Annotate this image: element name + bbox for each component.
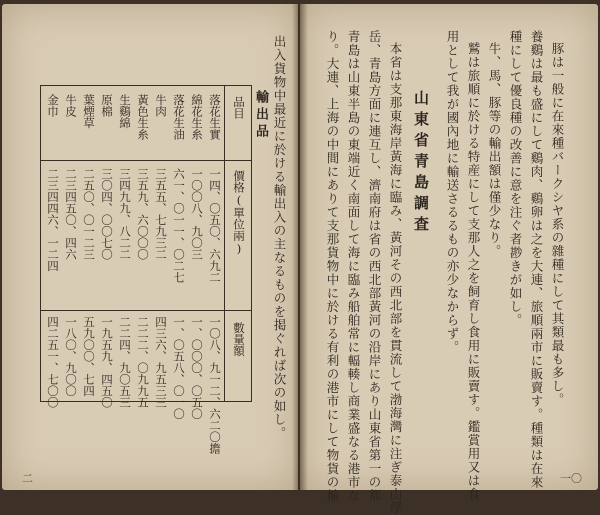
body-column: 青島は山東半島の東端近く南面して海に臨み船舶常に輻輳し商業盛なる港市な xyxy=(346,30,361,503)
header-value: 價格(單位兩) xyxy=(232,170,246,256)
body-column: 岳、青島方面に連互し、濟南府は省の西北部黃河の沿岸にあり山東省第一の都 xyxy=(367,30,382,503)
page-number: 一〇 xyxy=(560,472,582,485)
header-quantity: 數量額 xyxy=(232,322,246,357)
table-cell-item: 葉煙草 xyxy=(82,94,96,129)
table-cell-item: 落花生實 xyxy=(208,94,222,140)
table-cell-value: 三五五、七九三二 xyxy=(154,168,168,260)
table-cell-value: 三四九九、八二二 xyxy=(118,168,132,260)
body-column: 種にして優良種の改善に意を注ぐ者尠きが如し。 xyxy=(508,30,523,327)
table-cell-quantity: 一八〇、九〇〇 xyxy=(64,316,78,397)
table-cell-item: 金巾 xyxy=(46,94,60,117)
table-cell-item: 黃色生糸 xyxy=(136,94,150,140)
table-cell-value: 一四、〇五〇、六九二 xyxy=(208,168,222,283)
table-cell-value: 一〇〇八、九〇三 xyxy=(190,168,204,260)
body-column: 用として我が國內地に輸送さるるもの亦少なからず。 xyxy=(445,30,460,354)
intro-text: 出入貨物中最近に於ける輸出入の主なるものを掲ぐれば次の如し。 xyxy=(272,35,287,440)
book-gutter xyxy=(292,4,308,490)
page-number: 二 xyxy=(22,472,33,485)
table-cell-quantity: 二二四、九〇五三 xyxy=(118,316,132,408)
section-title: 輸出品 xyxy=(253,90,268,141)
table-cell-item: 落花生油 xyxy=(172,94,186,140)
table-cell-quantity: 五九〇〇、七四 xyxy=(82,316,96,397)
table-cell-value: 二三四四六、一二四 xyxy=(46,168,60,272)
table-cell-quantity: 四二五一、七〇〇 xyxy=(46,316,60,408)
body-column: り。大連、上海の中間にありて支那貨物中に於ける有利の港市にして物貨の輸 xyxy=(325,30,340,503)
table-cell-value: 二五〇、〇一二三 xyxy=(82,168,96,260)
table-cell-item: 綿花生糸 xyxy=(190,94,204,140)
table-cell-value: 三五九、六〇〇〇 xyxy=(136,168,150,260)
body-column: 鷲は旅順に於ける特産にして支那人之を飼育し食用に販賣す。鑑賞用又は食 xyxy=(466,42,481,501)
table-cell-value: 三〇四、〇〇七〇 xyxy=(100,168,114,260)
section-heading: 山東省青島調査 xyxy=(412,90,430,237)
table-cell-item: 牛皮 xyxy=(64,94,78,117)
table-cell-quantity: 一九五九、四五〇 xyxy=(100,316,114,408)
body-column: 豚は一般に在來種バークシヤ系の雜種にして其類最も多し。 xyxy=(550,42,565,407)
body-column: 牛、馬、豚等の輸出額は僅少なり。 xyxy=(487,42,502,258)
table-cell-item: 生鷄綿 xyxy=(118,94,132,129)
table-cell-quantity: 一、〇〇〇、〇五〇 xyxy=(190,316,204,420)
table-cell-value: 二三四五〇、四六 xyxy=(64,168,78,260)
body-column: 本省は支那東海岸黃海に臨み、黃河その西北部を貫流して渤海灣に注ぎ泰山浮 xyxy=(388,42,403,515)
export-table xyxy=(40,85,252,454)
body-column: 養鷄は最も盛にして鷄肉、鷄卵は之を大連、旅順兩市に販賣す。種類は在來 xyxy=(529,30,544,489)
table-cell-item: 牛肉 xyxy=(154,94,168,117)
table-cell-quantity: 四三六、九五三三 xyxy=(154,316,168,408)
table-cell-quantity: 一〇八、九一二、六二〇擔 xyxy=(208,316,222,454)
header-item: 品目 xyxy=(232,96,246,119)
table-cell-quantity: 一、〇五八、〇一〇 xyxy=(172,316,186,420)
table-cell-quantity: 二二二、〇九九五 xyxy=(136,316,150,408)
table-cell-value: 六一、〇一一、〇二七 xyxy=(172,168,186,283)
table-cell-item: 原棉 xyxy=(100,94,114,117)
